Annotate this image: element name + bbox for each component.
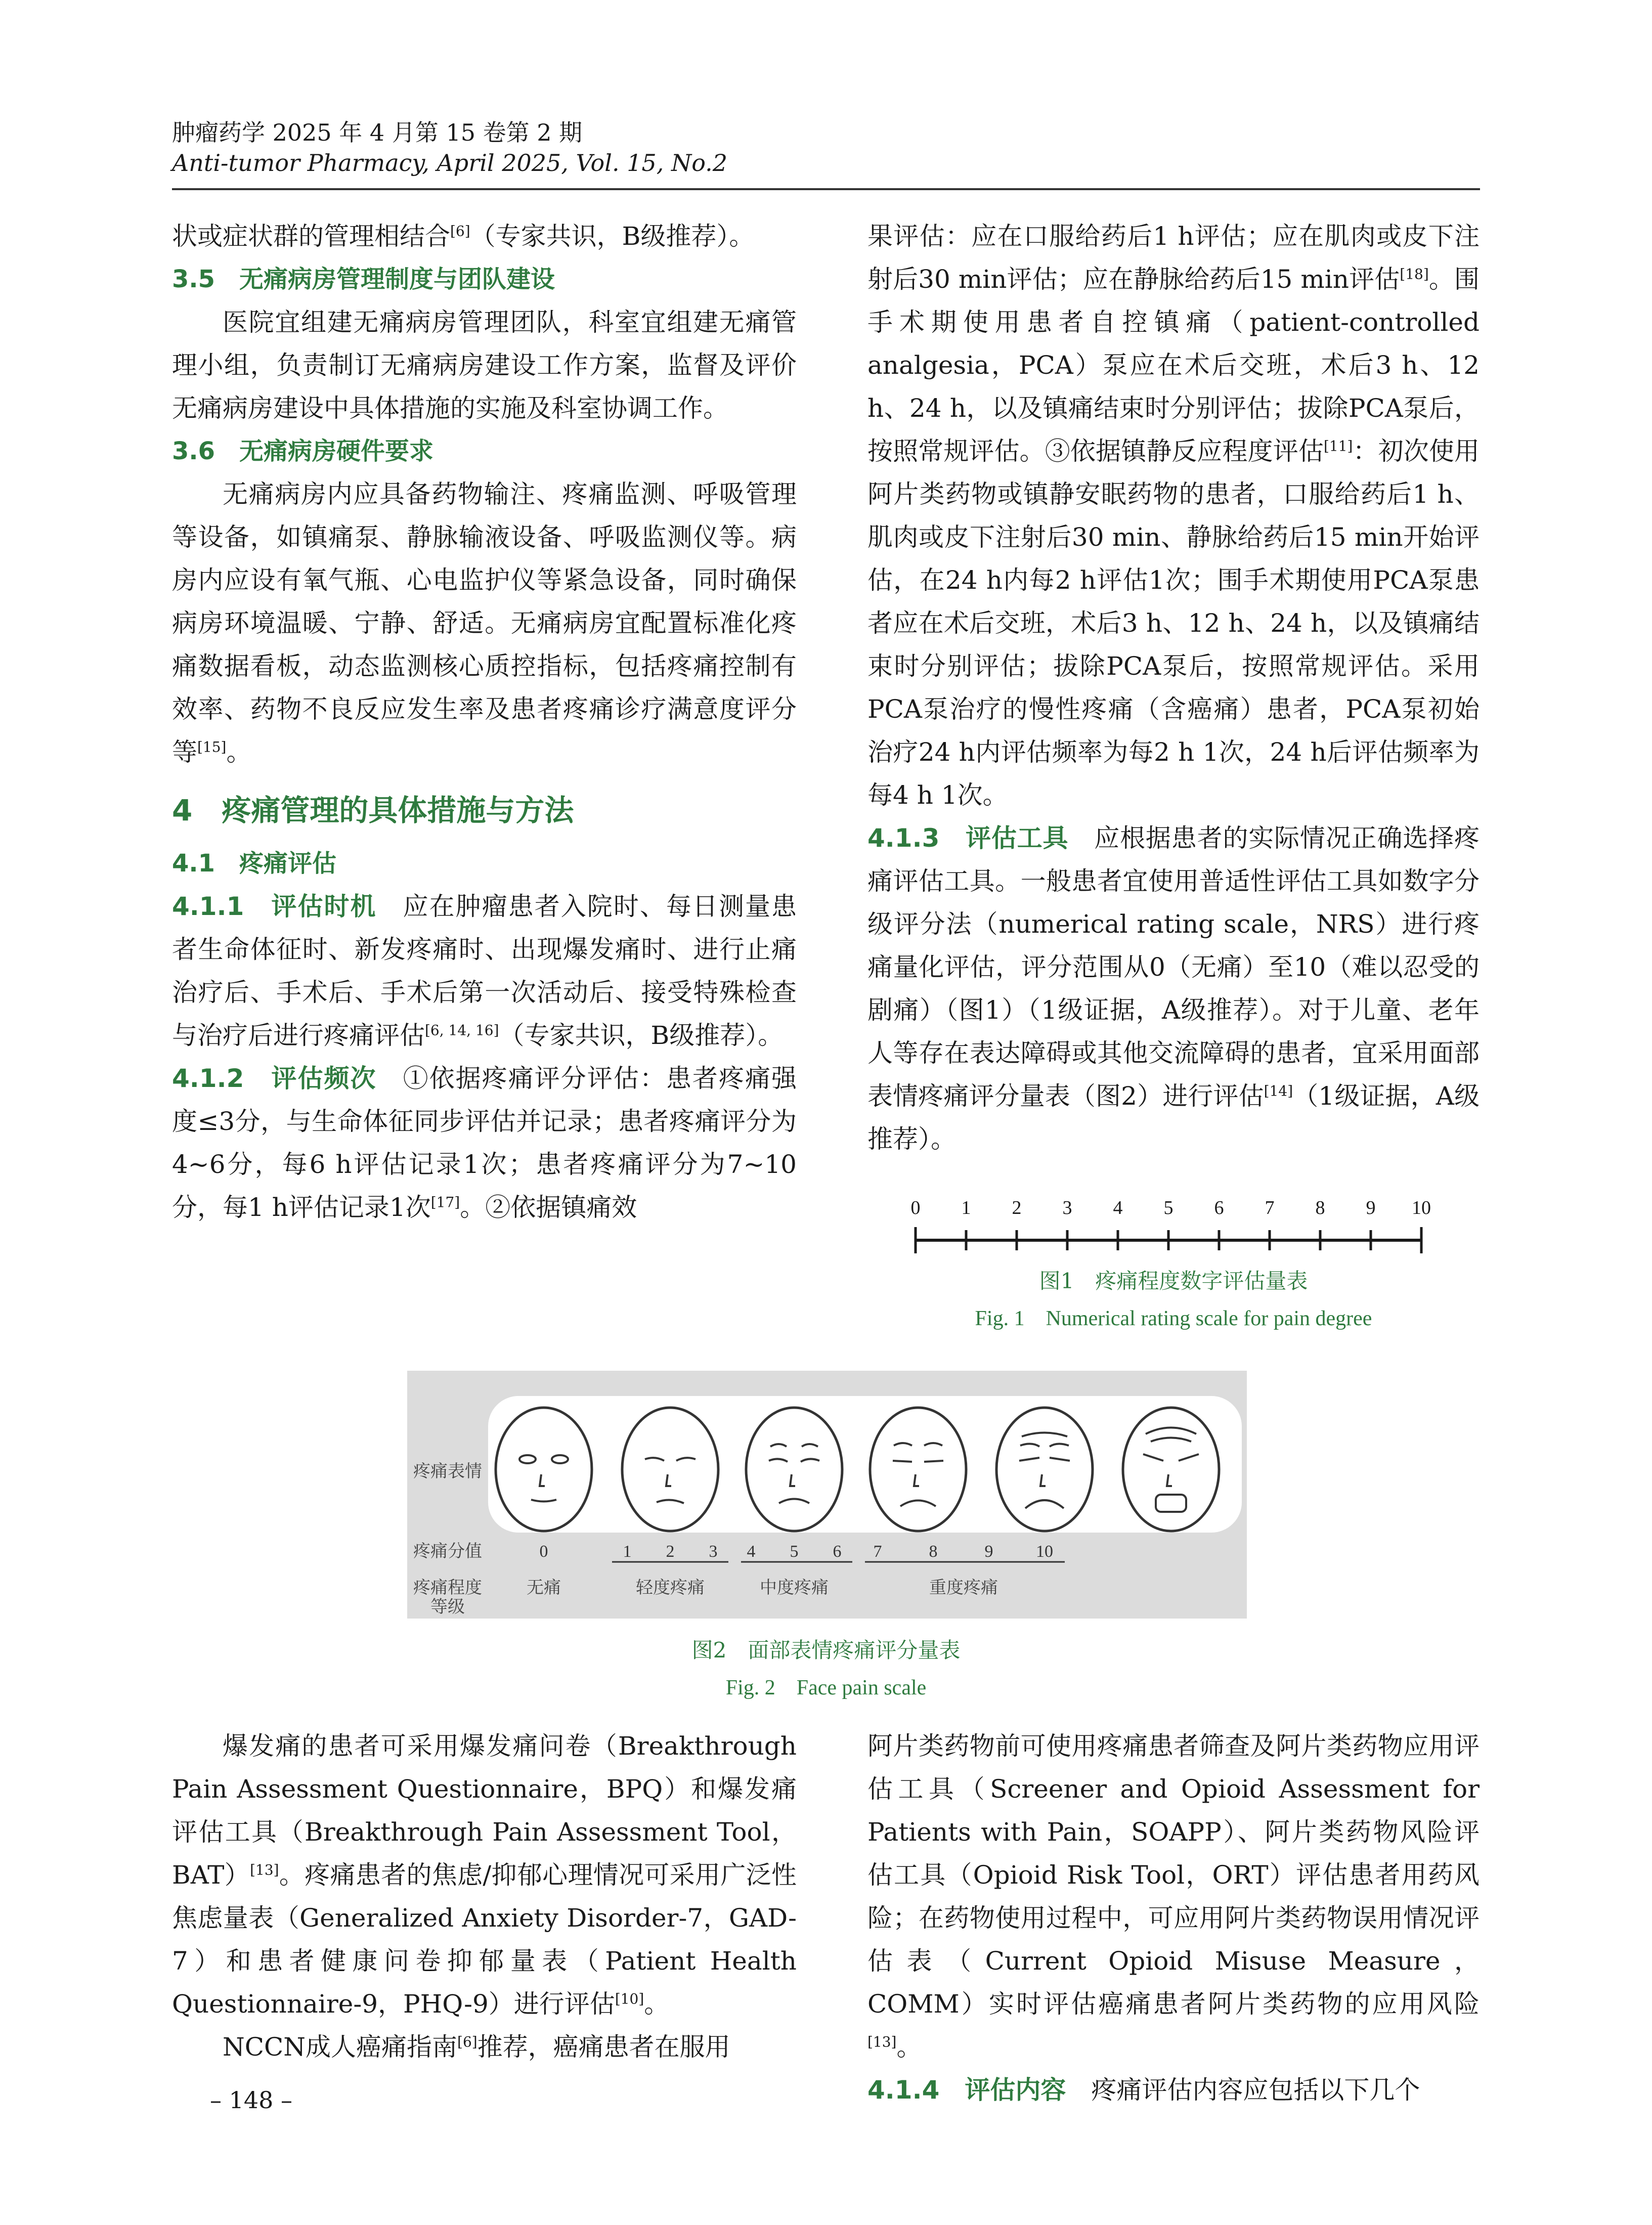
score-label: 0 <box>539 1542 548 1561</box>
nrs-tick-label: 3 <box>1062 1197 1072 1218</box>
header-rule <box>172 188 1480 190</box>
journal-header-cn: 肿瘤药学 2025 年 4 月第 15 卷第 2 期 <box>172 119 583 146</box>
level-label: 重度疼痛 <box>929 1578 998 1598</box>
row-label-face: 疼痛表情 <box>413 1461 482 1481</box>
face-scale-svg <box>407 1371 1247 1619</box>
nrs-tick-label: 1 <box>961 1197 971 1218</box>
paragraph: 果评估：应在口服给药后1 h评估；应在肌肉或皮下注射后30 min评估；应在静脉给药后15 min评估[18]。围手术期使用患者自控镇痛（patient-controlled analgesia，PCA）泵应在术后交班，术后3 h、12 h、24 h，以及镇痛结束时分别评估；拔除PCA泵后，按照常规评估。③依据镇静反应程度评估[11]：初次使用阿片类药物或镇静安眠药物的患者，口服给药后1 h、肌肉或皮下注射后30 min、静脉给药后15 min开始评估，在24 h内每2 h评估1次；围手术期使用PCA泵患者应在术后交班，术后3 h、12 h、24 h，以及镇痛结束时分别评估；拔除PCA泵后，按照常规评估。采用PCA泵治疗的慢性疼痛（含癌痛）患者，PCA泵初始治疗24 h内评估频率为每2 h 1次，24 h后评估频率为每4 h 1次。 <box>867 222 1480 810</box>
section-heading-4-1: 4.1 疼痛评估 <box>172 849 337 878</box>
paragraph: 4.1.3 评估工具 应根据患者的实际情况正确选择疼痛评估工具。一般患者宜使用普适性评估工具如数字分级评分法（numerical rating scale，NRS）进行疼痛量化评估，评分范围从0（无痛）至10（难以忍受的剧痛）（图1）（1级证据，A级推荐）。对于儿童、老年人等存在表达障碍或其他交流障碍的患者，宜采用面部表情疼痛评分量表（图2）进行评估[14]（1级证据，A级推荐）。 <box>867 823 1480 1154</box>
fig1-caption-en: Fig. 1 Numerical rating scale for pain degree <box>975 1307 1372 1330</box>
nrs-tick-label: 8 <box>1315 1197 1325 1218</box>
paragraph: 爆发痛的患者可采用爆发痛问卷（Breakthrough Pain Assessment Questionnaire，BPQ）和爆发痛评估工具（Breakthrough Pain Assessment Tool，BAT）[13]。疼痛患者的焦虑/抑郁心理情况可采用广泛性焦虑量表（Generalized Anxiety Disorder-7，GAD-7）和患者健康问卷抑郁量表（Patient Health Questionnaire-9，PHQ-9）进行评估[10]。 <box>172 1731 797 2019</box>
face-moderate-pain-icon <box>746 1408 842 1531</box>
section-heading-3-5: 3.5 无痛病房管理制度与团队建设 <box>172 265 555 293</box>
level-label: 无痛 <box>527 1578 561 1598</box>
face-moderate-severe-pain-icon <box>870 1408 966 1531</box>
score-label: 3 <box>709 1542 718 1561</box>
row-label-level-2: 等级 <box>430 1597 465 1617</box>
bottom-left-column <box>172 1725 797 2069</box>
nrs-tick-label: 4 <box>1113 1197 1123 1218</box>
paragraph: 4.1.1 评估时机 应在肿瘤患者入院时、每日测量患者生命体征时、新发疼痛时、出现爆发痛时、进行止痛治疗后、手术后、手术后第一次活动后、接受特殊检查与治疗后进行疼痛评估[6, 14, 16]（专家共识，B级推荐）。 <box>172 892 797 1050</box>
score-label: 6 <box>833 1542 842 1561</box>
paragraph: NCCN成人癌痛指南[6]推荐，癌痛患者在服用 <box>223 2032 730 2062</box>
score-label: 9 <box>984 1542 993 1561</box>
nrs-tick-label: 7 <box>1265 1197 1275 1218</box>
score-label: 1 <box>623 1542 632 1561</box>
nrs-tick-label: 2 <box>1012 1197 1022 1218</box>
left-column <box>172 215 797 1229</box>
score-label: 7 <box>873 1542 882 1561</box>
face-mild-pain-icon <box>622 1408 718 1531</box>
row-label-score: 疼痛分值 <box>413 1541 482 1561</box>
level-label: 中度疼痛 <box>760 1578 829 1598</box>
nrs-tick-label: 5 <box>1163 1197 1173 1218</box>
level-label: 轻度疼痛 <box>636 1578 705 1598</box>
nrs-tick-label: 6 <box>1214 1197 1224 1218</box>
paragraph: 4.1.2 评估频次 ①依据疼痛评分评估：患者疼痛强度≤3分，与生命体征同步评估并记录；患者疼痛评分为4~6分，每6 h评估记录1次；患者疼痛评分为7~10分，每1 h评估记录1次[17]。②依据镇痛效 <box>172 1064 797 1222</box>
fig2-caption-en: Fig. 2 Face pain scale <box>725 1676 927 1699</box>
paragraph: 无痛病房内应具备药物输注、疼痛监测、呼吸管理等设备，如镇痛泵、静脉输液设备、呼吸监测仪等。病房内应设有氧气瓶、心电监护仪等紧急设备，同时确保病房环境温暖、宁静、舒适。无痛病房宜配置标准化疼痛数据看板，动态监测核心质控指标，包括疼痛控制有效率、药物不良反应发生率及患者疼痛诊疗满意度评分等[15]。 <box>172 479 797 767</box>
section-heading-4: 4 疼痛管理的具体措施与方法 <box>172 793 574 827</box>
paragraph: 4.1.4 评估内容 疼痛评估内容应包括以下几个 <box>867 2075 1420 2105</box>
fig1-caption-cn: 图1 疼痛程度数字评估量表 <box>1039 1269 1308 1293</box>
right-column <box>867 215 1480 1161</box>
paragraph: 医院宜组建无痛病房管理团队，科室宜组建无痛管理小组，负责制订无痛病房建设工作方案，监督及评价无痛病房建设中具体措施的实施及科室协调工作。 <box>172 308 797 423</box>
face-pain-scale-figure <box>407 1371 1247 1619</box>
fig2-caption-cn: 图2 面部表情疼痛评分量表 <box>691 1638 961 1663</box>
page-number: – 148 – <box>210 2086 293 2114</box>
face-severe-pain-icon <box>996 1408 1093 1531</box>
score-label: 4 <box>747 1542 756 1561</box>
nrs-tick-label: 9 <box>1366 1197 1376 1218</box>
score-label: 10 <box>1036 1542 1053 1561</box>
paragraph: 状或症状群的管理相结合[6]（专家共识，B级推荐）。 <box>172 222 755 251</box>
bottom-right-column <box>867 1725 1480 2112</box>
nrs-tick-label: 0 <box>910 1197 921 1218</box>
row-label-level: 疼痛程度 <box>413 1578 482 1598</box>
face-no-pain-icon <box>496 1408 592 1531</box>
score-label: 8 <box>929 1542 938 1561</box>
nrs-scale-figure <box>905 1194 1431 1259</box>
paragraph: 阿片类药物前可使用疼痛患者筛查及阿片类药物应用评估工具（Screener and Opioid Assessment for Patients with Pain，SOAPP）、阿片类药物风险评估工具（Opioid Risk Tool，ORT）评估患者用药风险；在药物使用过程中，可应用阿片类药物误用情况评估表（Current Opioid Misuse Measure，COMM）实时评估癌痛患者阿片类药物的应用风险[13]。 <box>867 1731 1480 2062</box>
score-label: 2 <box>666 1542 675 1561</box>
journal-header-en: Anti-tumor Pharmacy, April 2025, Vol. 15, No.2 <box>172 149 728 177</box>
score-label: 5 <box>790 1542 799 1561</box>
section-heading-3-6: 3.6 无痛病房硬件要求 <box>172 437 434 465</box>
nrs-tick-label: 10 <box>1412 1197 1431 1218</box>
